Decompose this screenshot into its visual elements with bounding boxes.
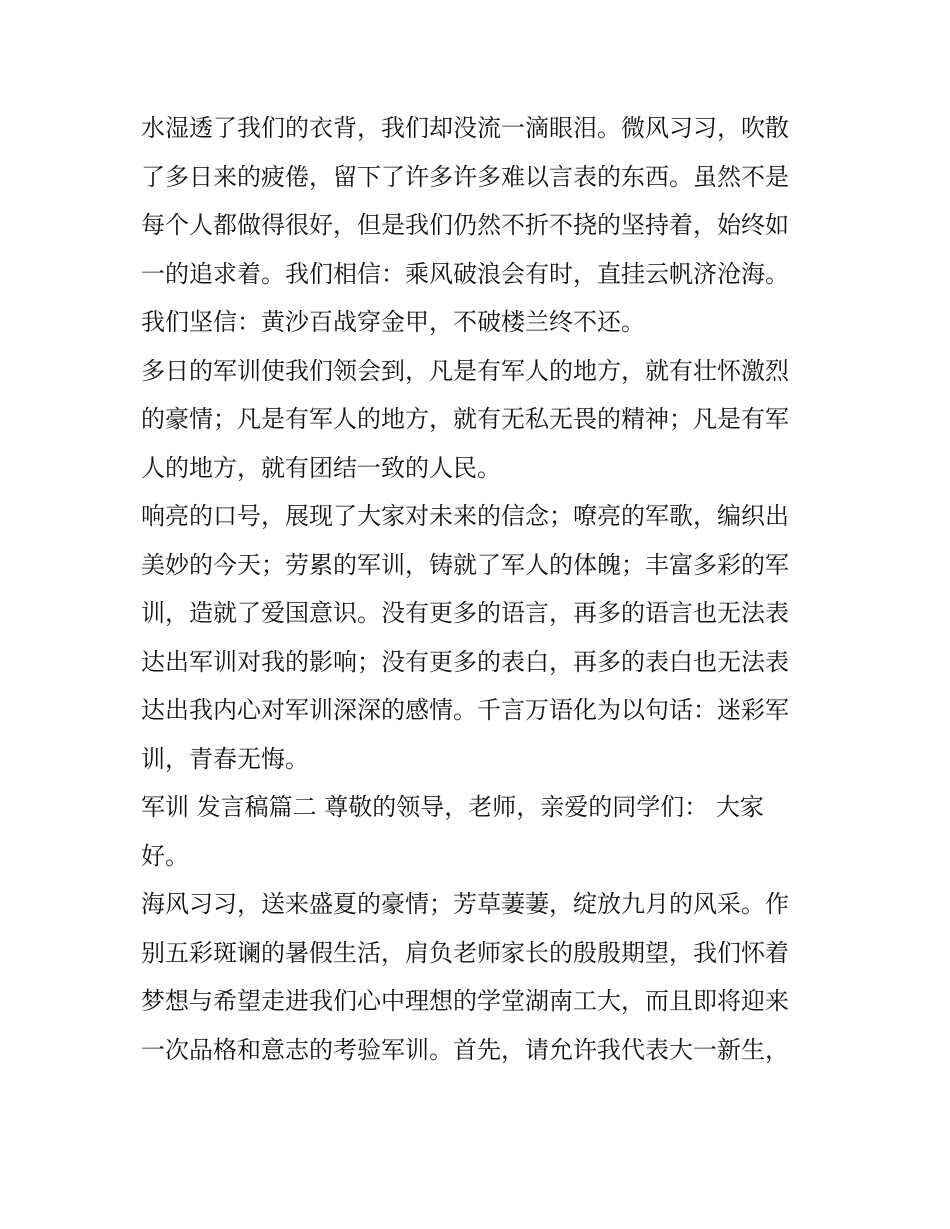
text-line: 了多日来的疲倦，留下了许多许多难以言表的东西。虽然不是 bbox=[141, 162, 789, 191]
text-line: 多日的军训使我们领会到，凡是有军人的地方，就有壮怀激烈 bbox=[141, 356, 789, 385]
text-line: 达出我内心对军训深深的感情。千言万语化为以句话：迷彩军 bbox=[141, 696, 789, 724]
text-line: 响亮的口号，展现了大家对未来的信念；嘹亮的军歌，编织出 bbox=[141, 502, 789, 530]
text-line: 每个人都做得很好，但是我们仍然不折不挠的坚持着，始终如 bbox=[141, 211, 789, 239]
text-line: 的豪情；凡是有军人的地方，就有无私无畏的精神；凡是有军 bbox=[141, 405, 789, 433]
text-line: 我们坚信：黄沙百战穿金甲，不破楼兰终不还。 bbox=[141, 308, 645, 336]
text-line: 训，造就了爱国意识。没有更多的语言，再多的语言也无法表 bbox=[141, 599, 789, 627]
text-line: 水湿透了我们的衣背，我们却没流一滴眼泪。微风习习，吹散 bbox=[141, 114, 789, 142]
text-line: 一的追求着。我们相信：乘风破浪会有时，直挂云帆济沧海。 bbox=[141, 259, 789, 288]
text-line: 训，青春无悔。 bbox=[141, 744, 309, 773]
text-line: 别五彩斑谰的暑假生活，肩负老师家长的殷殷期望，我们怀着 bbox=[141, 938, 789, 967]
text-line: 海风习习，送来盛夏的豪情；芳草萋萋，绽放九月的风采。作 bbox=[141, 890, 789, 918]
text-line: 一次品格和意志的考验军训。首先，请允许我代表大一新生， bbox=[141, 1035, 789, 1064]
text-line: 好。 bbox=[141, 841, 189, 870]
text-line: 梦想与希望走进我们心中理想的学堂湖南工大，而且即将迎来 bbox=[141, 987, 789, 1015]
text-line: 军训 发言稿篇二 尊敬的领导，老师，亲爱的同学们： 大家 bbox=[141, 793, 764, 821]
text-line: 美妙的今天；劳累的军训，铸就了军人的体魄；丰富多彩的军 bbox=[141, 550, 789, 579]
document-body bbox=[141, 104, 821, 1074]
text-line: 人的地方，就有团结一致的人民。 bbox=[141, 453, 501, 482]
text-line: 达出军训对我的影响；没有更多的表白，再多的表白也无法表 bbox=[141, 647, 789, 676]
